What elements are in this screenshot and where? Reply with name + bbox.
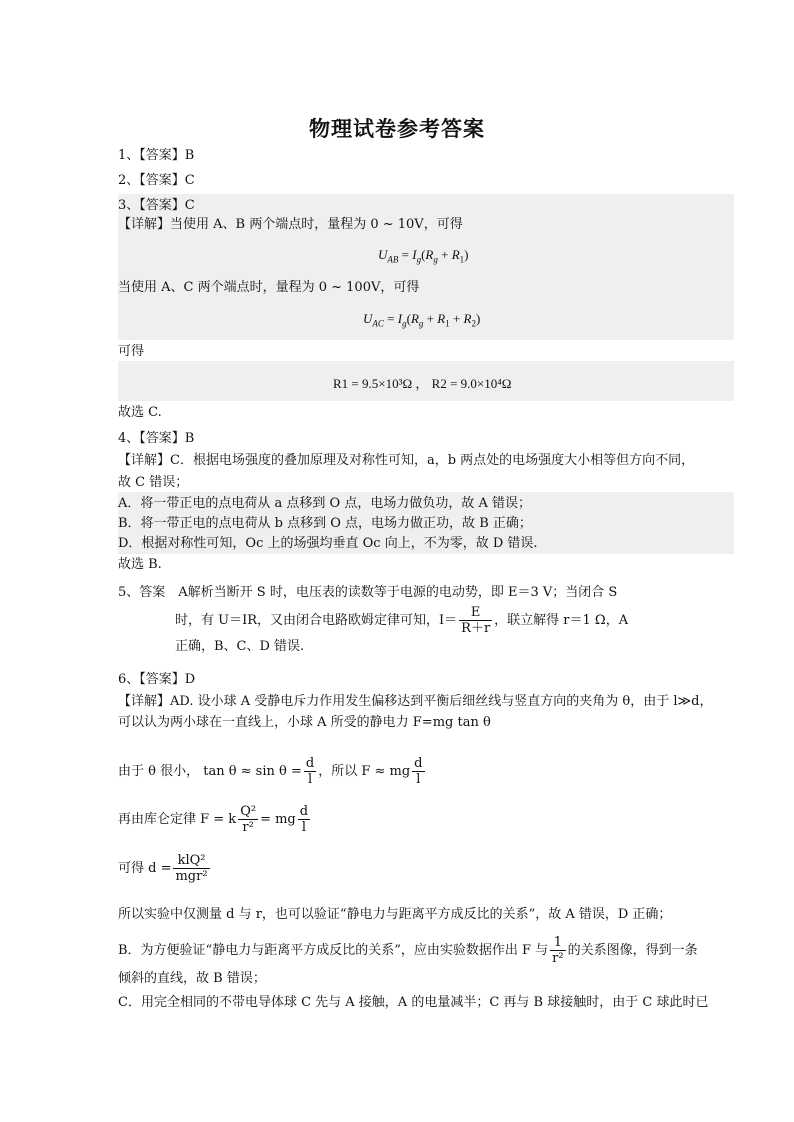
q6-detail-3 <box>118 755 427 789</box>
q6-frac-d-3: d <box>299 804 309 819</box>
q2-answer: 2、【答案】C <box>118 173 195 188</box>
q3-equation-1: $U_{AB} = I_g(R_g + R_1)$ <box>378 247 469 265</box>
q6-detail-2: 可以认为两小球在一直线上，小球 A 所受的静电力 F=mg tan θ <box>118 715 491 730</box>
q6-detail-4 <box>118 803 312 837</box>
q6-detail-6: 所以实验中仅测量 d 与 r，也可以验证“静电力与距离平方成反比的关系”，故 A 错误，D 正确； <box>118 907 672 922</box>
q6-frac-r2b: r² <box>552 951 564 966</box>
q6-detail-1: 【详解】AD. 设小球 A 受静电斥力作用发生偏移达到平衡后细丝线与竖直方向的夹角为 θ，由于 l≫d， <box>118 694 713 709</box>
q5-frac-num: E <box>459 605 492 621</box>
q6-frac-d-1: d <box>305 756 315 771</box>
q5-line-3: 正确，B、C、D 错误. <box>175 639 305 654</box>
q6-detail-4b: = mg <box>260 812 296 827</box>
q6-detail-3a: 由于 θ 很小， tan θ ≈ sin θ = <box>118 764 302 779</box>
q3-detail-3: 可得 <box>118 344 145 359</box>
q5-fraction <box>459 605 492 636</box>
q5-line-1: 5、答案 A解析当断开 S 时，电压表的读数等于电源的电动势，即 E＝3 V；当闭合 S <box>118 585 618 600</box>
q3-conclusion: 故选 C. <box>118 405 162 420</box>
q6-detail-4a: 再由库仑定律 F = k <box>118 812 237 827</box>
q6-frac-l-1: l <box>307 772 313 787</box>
q6-detail-9: C．用完全相同的不带电导体球 C 先与 A 接触，A 的电量减半；C 再与 B 球接触时，由于 C 球此时已 <box>118 995 709 1010</box>
q3-equation-3: R1 = 9.5×10³Ω ， R2 = 9.0×10⁴Ω <box>333 376 512 391</box>
q6-frac-mgr2: mgr² <box>175 869 208 884</box>
q6-frac-klQ2: klQ² <box>173 853 209 869</box>
q3-detail-1: 【详解】当使用 A、B 两个端点时，量程为 0 ~ 10V，可得 <box>118 217 463 232</box>
q4-detail-4: B．将一带正电的点电荷从 b 点移到 O 点，电场力做正功，故 B 正确； <box>118 516 532 531</box>
q6-detail-5a: 可得 d = <box>118 861 172 876</box>
q6-frac-l-3: l <box>301 820 306 835</box>
q5-line-2a: 时，有 U＝IR，又由闭合电路欧姆定律可知，I＝ <box>175 613 458 628</box>
q4-detail-5: D．根据对称性可知，Oc 上的场强均垂直 Oc 向上，不为零，故 D 错误. <box>118 536 538 551</box>
q4-conclusion: 故选 B. <box>118 557 162 572</box>
q3-detail-2: 当使用 A、C 两个端点时，量程为 0 ~ 100V，可得 <box>118 280 420 295</box>
q6-detail-3b: ，所以 F ≈ mg <box>318 764 411 779</box>
q5-frac-den: R＋r <box>461 621 491 636</box>
q6-frac-r2: r² <box>242 820 254 835</box>
q6-frac-1: 1 <box>550 935 565 951</box>
q6-frac-d-2: d <box>414 756 423 771</box>
q3-answer: 3、【答案】C <box>118 198 195 213</box>
q6-detail-5 <box>118 852 212 886</box>
q5-line-2b: ，联立解得 r＝1 Ω，A <box>494 613 629 628</box>
q4-answer: 4、【答案】B <box>118 431 195 446</box>
q6-frac-Q2: Q² <box>240 804 257 819</box>
q4-detail-1: 【详解】C．根据电场强度的叠加原理及对称性可知，a，b 两点处的电场强度大小相等但方向不同， <box>118 453 695 468</box>
page-title: 物理试卷参考答案 <box>309 116 485 141</box>
q6-detail-7a: B．为方便验证“静电力与距离平方成反比的关系”，应由实验数据作出 F 与 <box>118 943 549 958</box>
q1-answer: 1、【答案】B <box>118 148 195 163</box>
q4-detail-3: A．将一带正电的点电荷从 a 点移到 O 点，电场力做负功，故 A 错误； <box>118 496 531 511</box>
q3-equation-2: $U_{AC} = I_g(R_g + R_1 + R_2)$ <box>363 311 481 329</box>
q6-detail-7 <box>118 934 698 968</box>
q6-detail-8: 倾斜的直线，故 B 错误； <box>118 971 266 986</box>
q6-answer: 6、【答案】D <box>118 672 196 687</box>
q6-frac-l-2: l <box>416 772 421 787</box>
q4-detail-2: 故 C 错误； <box>118 475 189 490</box>
q5-line-2 <box>175 605 628 636</box>
q6-detail-7b: 的关系图像，得到一条 <box>567 943 698 958</box>
